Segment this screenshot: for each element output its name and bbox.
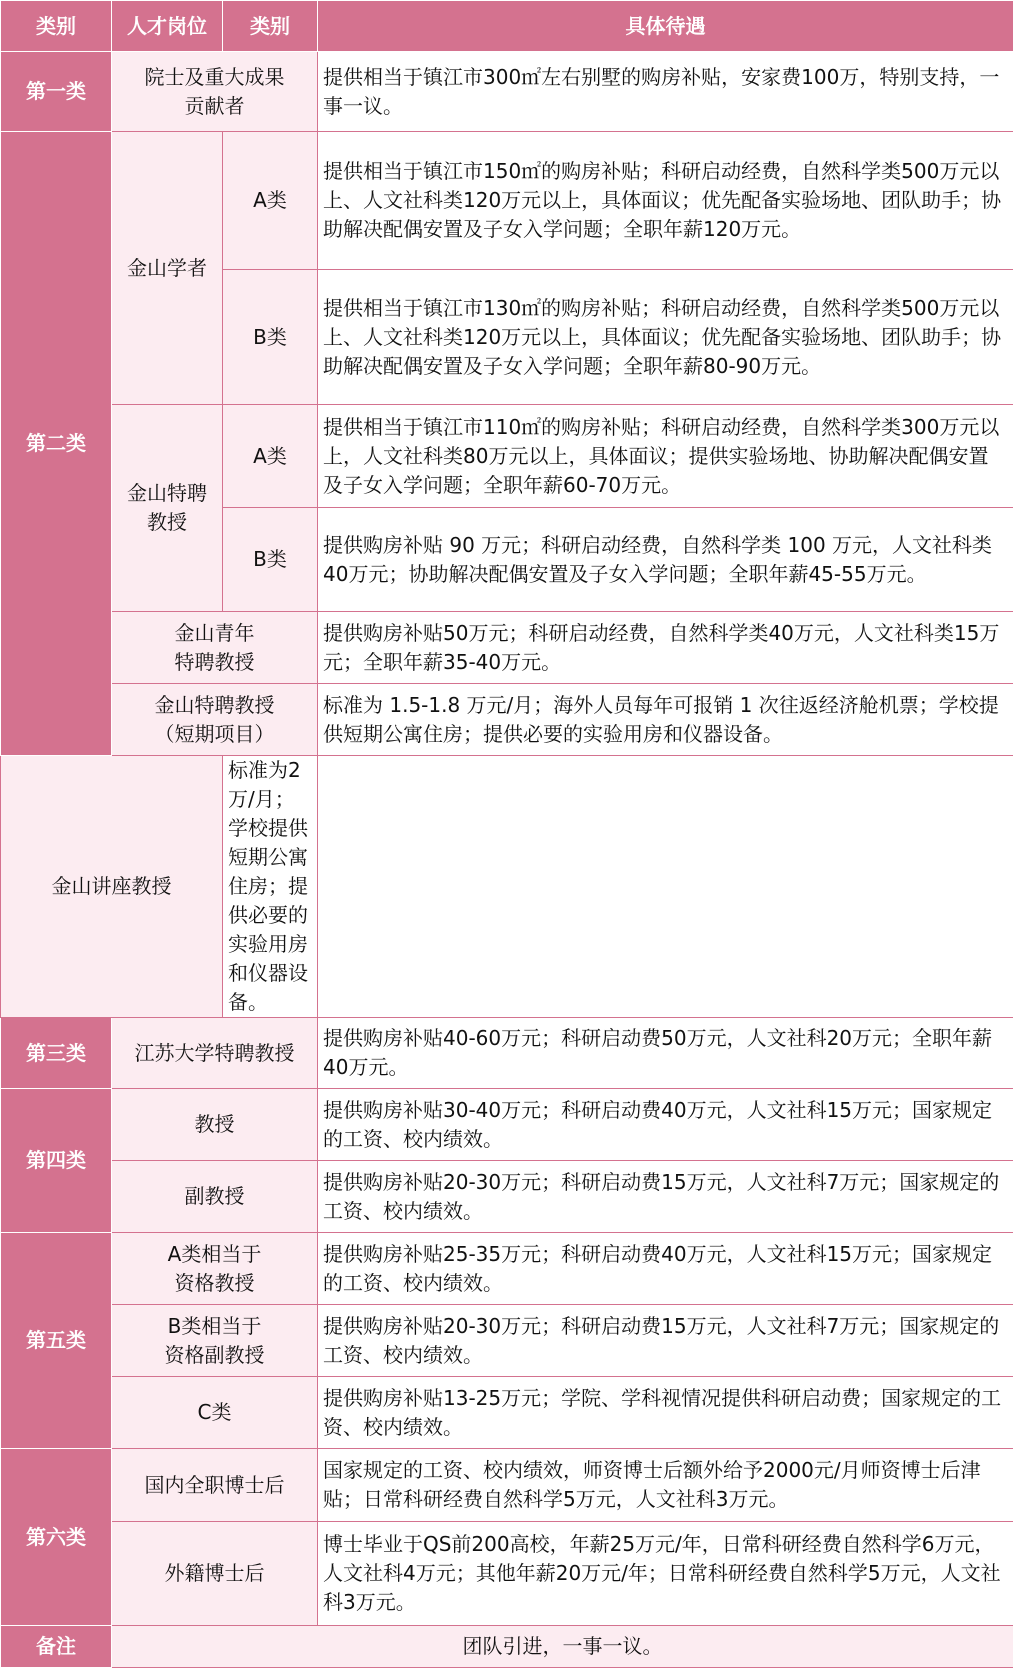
- position-jiangsu-distinguished: 江苏大学特聘教授: [112, 1018, 318, 1089]
- table-row: [1, 1377, 1013, 1449]
- position-jinshan-scholar: 金山学者: [112, 132, 223, 405]
- position-assoc-professor: 副教授: [112, 1161, 318, 1233]
- table-row: [1, 405, 1013, 508]
- header-row: [1, 1, 1013, 52]
- header-category: 类别: [1, 1, 112, 52]
- table-row: [1, 1626, 1013, 1668]
- benefits-class-c: 提供购房补贴13-25万元；学院、学科视情况提供科研启动费；国家规定的工资、校内绩效。: [318, 1377, 1013, 1449]
- benefits-domestic-postdoc: 国家规定的工资、校内绩效，师资博士后额外给予2000元/月师资博士后津贴；日常科研经费自然科学5万元，人文社科3万元。: [318, 1449, 1013, 1522]
- category-6: 第六类: [1, 1449, 112, 1626]
- table-row: [1, 612, 1013, 684]
- table-row: [1, 52, 1013, 132]
- category-1: 第一类: [1, 52, 112, 132]
- table-row: [1, 1522, 1013, 1626]
- position-jinshan-young: 金山青年 特聘教授: [112, 612, 318, 684]
- table-row: [1, 1449, 1013, 1522]
- category-3: 第三类: [1, 1018, 112, 1089]
- benefits-class-b: 提供购房补贴20-30万元；科研启动费15万元，人文社科7万元；国家规定的工资、校内绩效。: [318, 1305, 1013, 1377]
- position-class-c: C类: [112, 1377, 318, 1449]
- header-position: 人才岗位: [112, 1, 223, 52]
- table-row: [1, 756, 1013, 1018]
- table-row: [1, 1018, 1013, 1089]
- position-class-a-equiv: A类相当于 资格教授: [112, 1233, 318, 1305]
- benefits-distinguished-a: 提供相当于镇江市110㎡的购房补贴；科研启动经费，自然科学类300万元以上，人文社科类80万元以上，具体面议；提供实验场地、协助解决配偶安置及子女入学问题；全职年薪60-70万元。: [318, 405, 1013, 508]
- benefits-scholar-a: 提供相当于镇江市150㎡的购房补贴；科研启动经费，自然科学类500万元以上、人文社科类120万元以上，具体面议；优先配备实验场地、团队助手；协助解决配偶安置及子女入学问题；全职年薪120万元。: [318, 132, 1013, 270]
- position-jinshan-distinguished: 金山特聘 教授: [112, 405, 223, 612]
- benefits-short: 标准为 1.5-1.8 万元/月；海外人员每年可报销 1 次往返经济舱机票；学校提供短期公寓住房；提供必要的实验用房和仪器设备。: [318, 684, 1013, 756]
- note-text: 团队引进，一事一议。: [112, 1626, 1013, 1668]
- position-jinshan-lecture: 金山讲座教授: [1, 756, 223, 1018]
- header-benefits: 具体待遇: [318, 1, 1013, 52]
- header-subcategory: 类别: [223, 1, 318, 52]
- category-5: 第五类: [1, 1233, 112, 1449]
- note-label: 备注: [1, 1626, 112, 1668]
- benefits-distinguished-b: 提供购房补贴 90 万元；科研启动经费，自然科学类 100 万元，人文社科类40万元；协助解决配偶安置及子女入学问题；全职年薪45-55万元。: [318, 508, 1013, 612]
- subcategory-b: B类: [223, 270, 318, 405]
- position-foreign-postdoc: 外籍博士后: [112, 1522, 318, 1626]
- table-row: [1, 1089, 1013, 1161]
- table-row: [1, 1233, 1013, 1305]
- position-jinshan-short: 金山特聘教授 （短期项目）: [112, 684, 318, 756]
- table-row: [1, 1161, 1013, 1233]
- category-4: 第四类: [1, 1089, 112, 1233]
- subcategory-a: A类: [223, 132, 318, 270]
- benefits-lecture: 标准为2万/月；学校提供短期公寓住房；提供必要的实验用房和仪器设备。: [223, 756, 318, 1018]
- table-row: [1, 1305, 1013, 1377]
- benefits-professor: 提供购房补贴30-40万元；科研启动费40万元，人文社科15万元；国家规定的工资、校内绩效。: [318, 1089, 1013, 1161]
- position-domestic-postdoc: 国内全职博士后: [112, 1449, 318, 1522]
- position-academician: 院士及重大成果 贡献者: [112, 52, 318, 132]
- benefits-academician: 提供相当于镇江市300㎡左右别墅的购房补贴，安家费100万，特别支持，一事一议。: [318, 52, 1013, 132]
- benefits-jiangsu: 提供购房补贴40-60万元；科研启动费50万元，人文社科20万元；全职年薪40万元。: [318, 1018, 1013, 1089]
- benefits-foreign-postdoc: 博士毕业于QS前200高校，年薪25万元/年，日常科研经费自然科学6万元，人文社科4万元；其他年薪20万元/年；日常科研经费自然科学5万元，人文社科3万元。: [318, 1522, 1013, 1626]
- benefits-assoc: 提供购房补贴20-30万元；科研启动费15万元，人文社科7万元；国家规定的工资、校内绩效。: [318, 1161, 1013, 1233]
- table-row: [1, 684, 1013, 756]
- subcategory-b: B类: [223, 508, 318, 612]
- table-row: [1, 132, 1013, 270]
- position-class-b-equiv: B类相当于 资格副教授: [112, 1305, 318, 1377]
- benefits-scholar-b: 提供相当于镇江市130㎡的购房补贴；科研启动经费，自然科学类500万元以上、人文社科类120万元以上，具体面议；优先配备实验场地、团队助手；协助解决配偶安置及子女入学问题；全职年薪80-90万元。: [318, 270, 1013, 405]
- category-2: 第二类: [1, 132, 112, 756]
- benefits-young: 提供购房补贴50万元；科研启动经费，自然科学类40万元，人文社科类15万元；全职年薪35-40万元。: [318, 612, 1013, 684]
- subcategory-a: A类: [223, 405, 318, 508]
- benefits-class-a: 提供购房补贴25-35万元；科研启动费40万元，人文社科15万元；国家规定的工资、校内绩效。: [318, 1233, 1013, 1305]
- position-professor: 教授: [112, 1089, 318, 1161]
